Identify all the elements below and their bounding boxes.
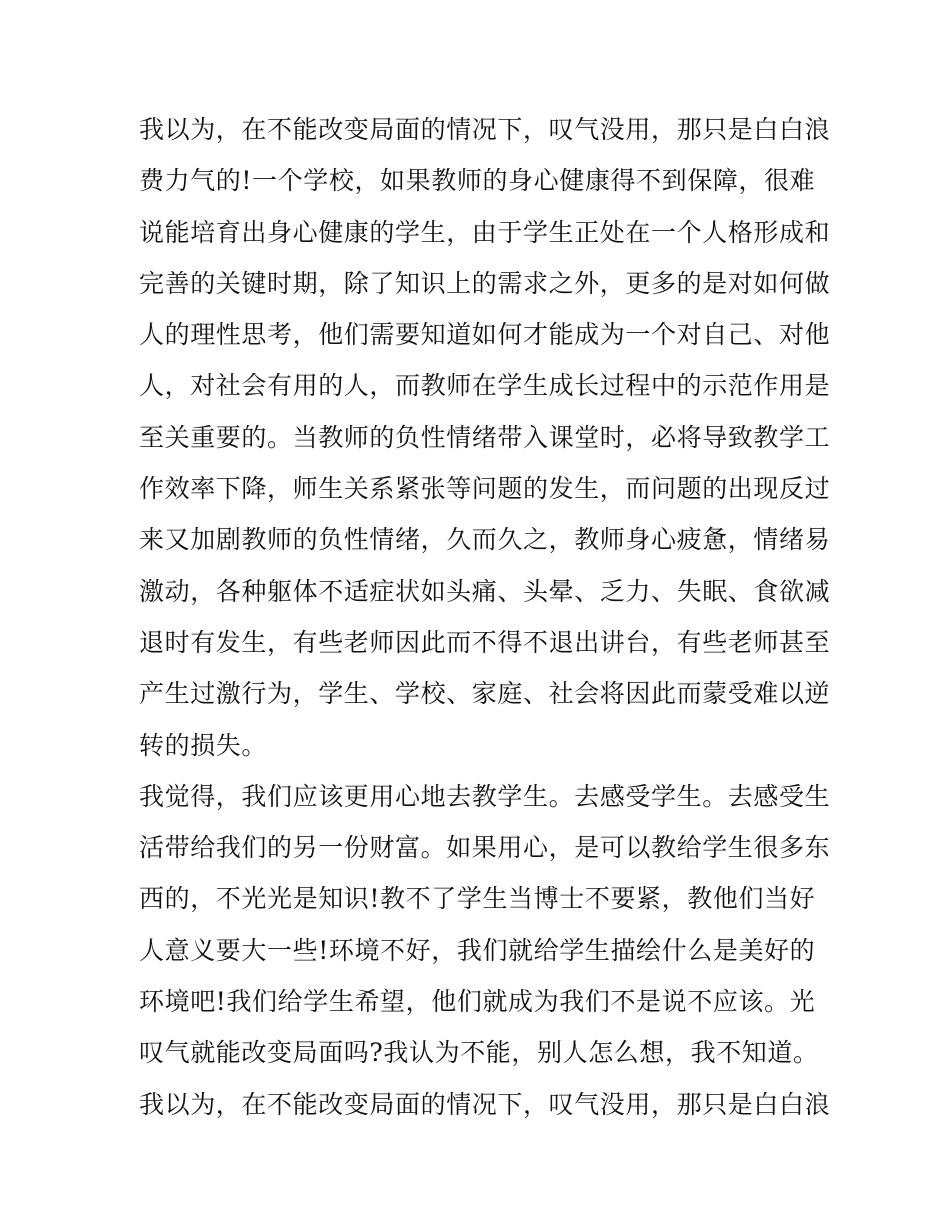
text-line: 转的损失。 xyxy=(139,730,268,760)
text-line: 活带给我们的另一份财富。如果用心，是可以教给学生很多东 xyxy=(139,833,831,863)
body-text xyxy=(139,104,831,1130)
text-line: 完善的关键时期，除了知识上的需求之外，更多的是对如何做 xyxy=(139,268,831,298)
text-line: 激动，各种躯体不适症状如头痛、头晕、乏力、失眠、食欲减 xyxy=(139,576,831,606)
text-line: 环境吧!我们给学生希望，他们就成为我们不是说不应该。光 xyxy=(139,987,816,1017)
text-line: 来又加剧教师的负性情绪，久而久之，教师身心疲惫，情绪易 xyxy=(139,525,831,555)
text-line: 退时有发生，有些老师因此而不得不退出讲台，有些老师甚至 xyxy=(139,627,831,657)
text-line: 我以为，在不能改变局面的情况下，叹气没用，那只是白白浪 xyxy=(139,1089,831,1119)
text-line: 费力气的!一个学校，如果教师的身心健康得不到保障，很难 xyxy=(139,166,816,196)
text-line: 西的，不光光是知识!教不了学生当博士不要紧，教他们当好 xyxy=(139,884,816,914)
text-line: 至关重要的。当教师的负性情绪带入课堂时，必将导致教学工 xyxy=(139,422,831,452)
text-line: 产生过激行为，学生、学校、家庭、社会将因此而蒙受难以逆 xyxy=(139,679,831,709)
text-line: 作效率下降，师生关系紧张等问题的发生，而问题的出现反过 xyxy=(139,474,831,504)
text-line: 人的理性思考，他们需要知道如何才能成为一个对自己、对他 xyxy=(139,320,831,350)
text-line: 叹气就能改变局面吗?我认为不能，别人怎么想，我不知道。 xyxy=(139,1038,819,1068)
text-line: 人，对社会有用的人，而教师在学生成长过程中的示范作用是 xyxy=(139,371,831,401)
text-line: 我以为，在不能改变局面的情况下，叹气没用，那只是白白浪 xyxy=(139,115,831,144)
text-line: 说能培育出身心健康的学生，由于学生正处在一个人格形成和 xyxy=(139,217,831,247)
text-line: 人意义要大一些!环境不好，我们就给学生描绘什么是美好的 xyxy=(139,935,816,965)
text-line: 我觉得，我们应该更用心地去教学生。去感受学生。去感受生 xyxy=(139,781,831,811)
